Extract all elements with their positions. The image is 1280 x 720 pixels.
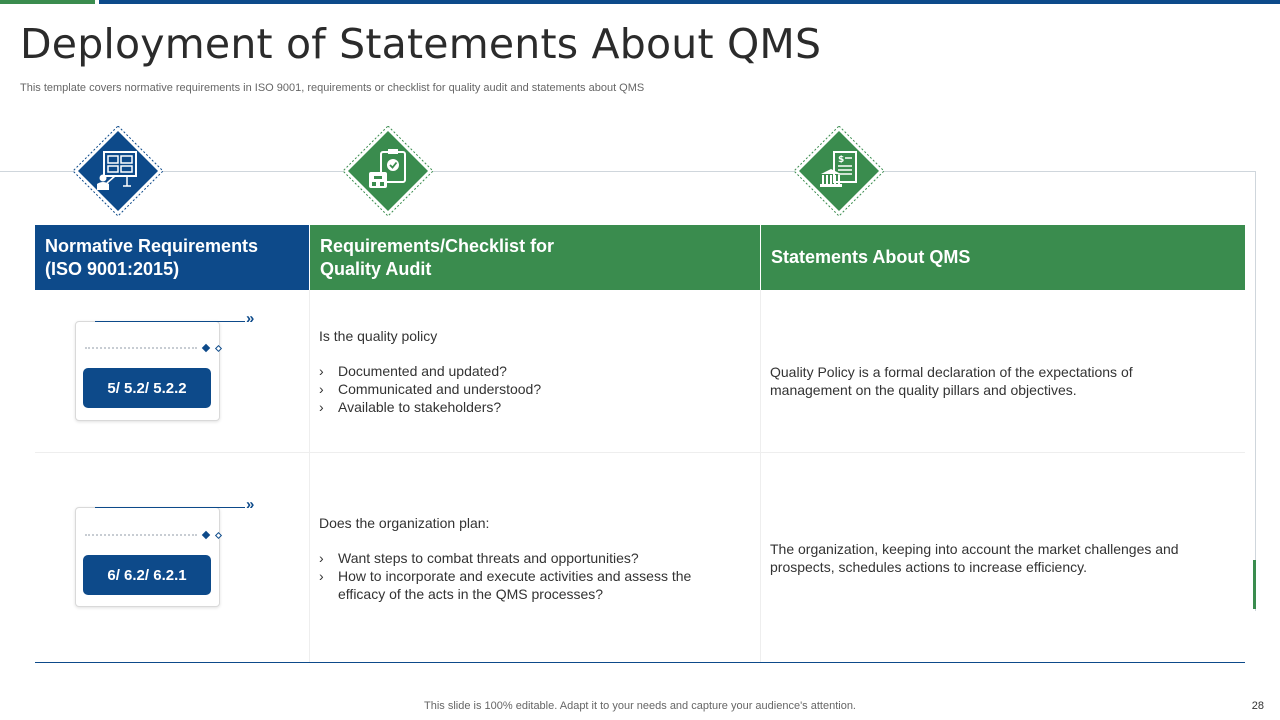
checklist-lead: Does the organization plan: (319, 515, 490, 531)
slide-subtitle: This template covers normative requirements in ISO 9001, requirements or checklist for quality audit and statements about QMS (20, 82, 645, 94)
right-accent-bar (1253, 560, 1256, 609)
header-normative-requirements (35, 225, 309, 290)
checklist-item: › How to incorporate and execute activities and assess the efficacy of the acts in the QMS processes? (319, 568, 692, 602)
bullet-chevron-icon: › (319, 568, 324, 584)
checklist-item: › Documented and updated? (319, 363, 507, 379)
checklist-item: › Want steps to combat threats and opportunities? (319, 550, 639, 566)
table-bottom-line (35, 662, 1245, 663)
header-normative-requirements-label: Normative Requirements (ISO 9001:2015) (45, 235, 259, 279)
clause-reference-badge: 6/ 6.2/ 6.2.1 (83, 555, 211, 595)
header-statements-about-qms (761, 225, 1245, 290)
bullet-chevron-icon: › (319, 550, 324, 566)
reference-card-connector (95, 321, 245, 322)
bullet-chevron-icon: › (319, 381, 324, 397)
column-divider-1 (309, 290, 310, 662)
statement-cell: The organization, keeping into account the market challenges and prospects, schedules actions to increase efficiency. (770, 541, 1179, 575)
frame-line-top (0, 171, 1256, 172)
checklist-cell (319, 327, 739, 416)
top-accent-bar-blue (99, 0, 1280, 4)
clipboard-check-icon (343, 126, 433, 216)
column-divider-2 (760, 290, 761, 662)
footer-note: This slide is 100% editable. Adapt it to your needs and capture your audience's attention. (424, 700, 856, 712)
frame-line-right (1255, 171, 1256, 611)
statement-cell: Quality Policy is a formal declaration of the expectations of management on the quality pillars and objectives. (770, 364, 1133, 398)
chevron-right-icon: » (246, 310, 252, 327)
clause-reference-badge: 5/ 5.2/ 5.2.2 (83, 368, 211, 408)
finance-document-bank-icon (794, 126, 884, 216)
row-divider (35, 452, 1245, 453)
dotted-divider (85, 534, 197, 536)
svg-text:$: $ (838, 155, 845, 165)
page-number: 28 (1251, 700, 1264, 712)
dotted-divider (85, 347, 197, 349)
chevron-right-icon: » (246, 496, 252, 513)
header-quality-audit-checklist (310, 225, 760, 290)
slide-title: Deployment of Statements About QMS (20, 20, 822, 68)
checklist-item: › Communicated and understood? (319, 381, 542, 397)
reference-card-connector (95, 507, 245, 508)
bullet-chevron-icon: › (319, 363, 324, 379)
checklist-lead: Is the quality policy (319, 328, 438, 344)
header-quality-audit-checklist-label: Requirements/Checklist for Quality Audit (320, 235, 555, 279)
dashboard-presenter-icon (73, 126, 163, 216)
top-accent-bar-green (0, 0, 95, 4)
header-statements-about-qms-label: Statements About QMS (771, 247, 971, 267)
checklist-cell (319, 514, 739, 603)
bullet-chevron-icon: › (319, 399, 324, 415)
checklist-item: › Available to stakeholders? (319, 399, 502, 415)
